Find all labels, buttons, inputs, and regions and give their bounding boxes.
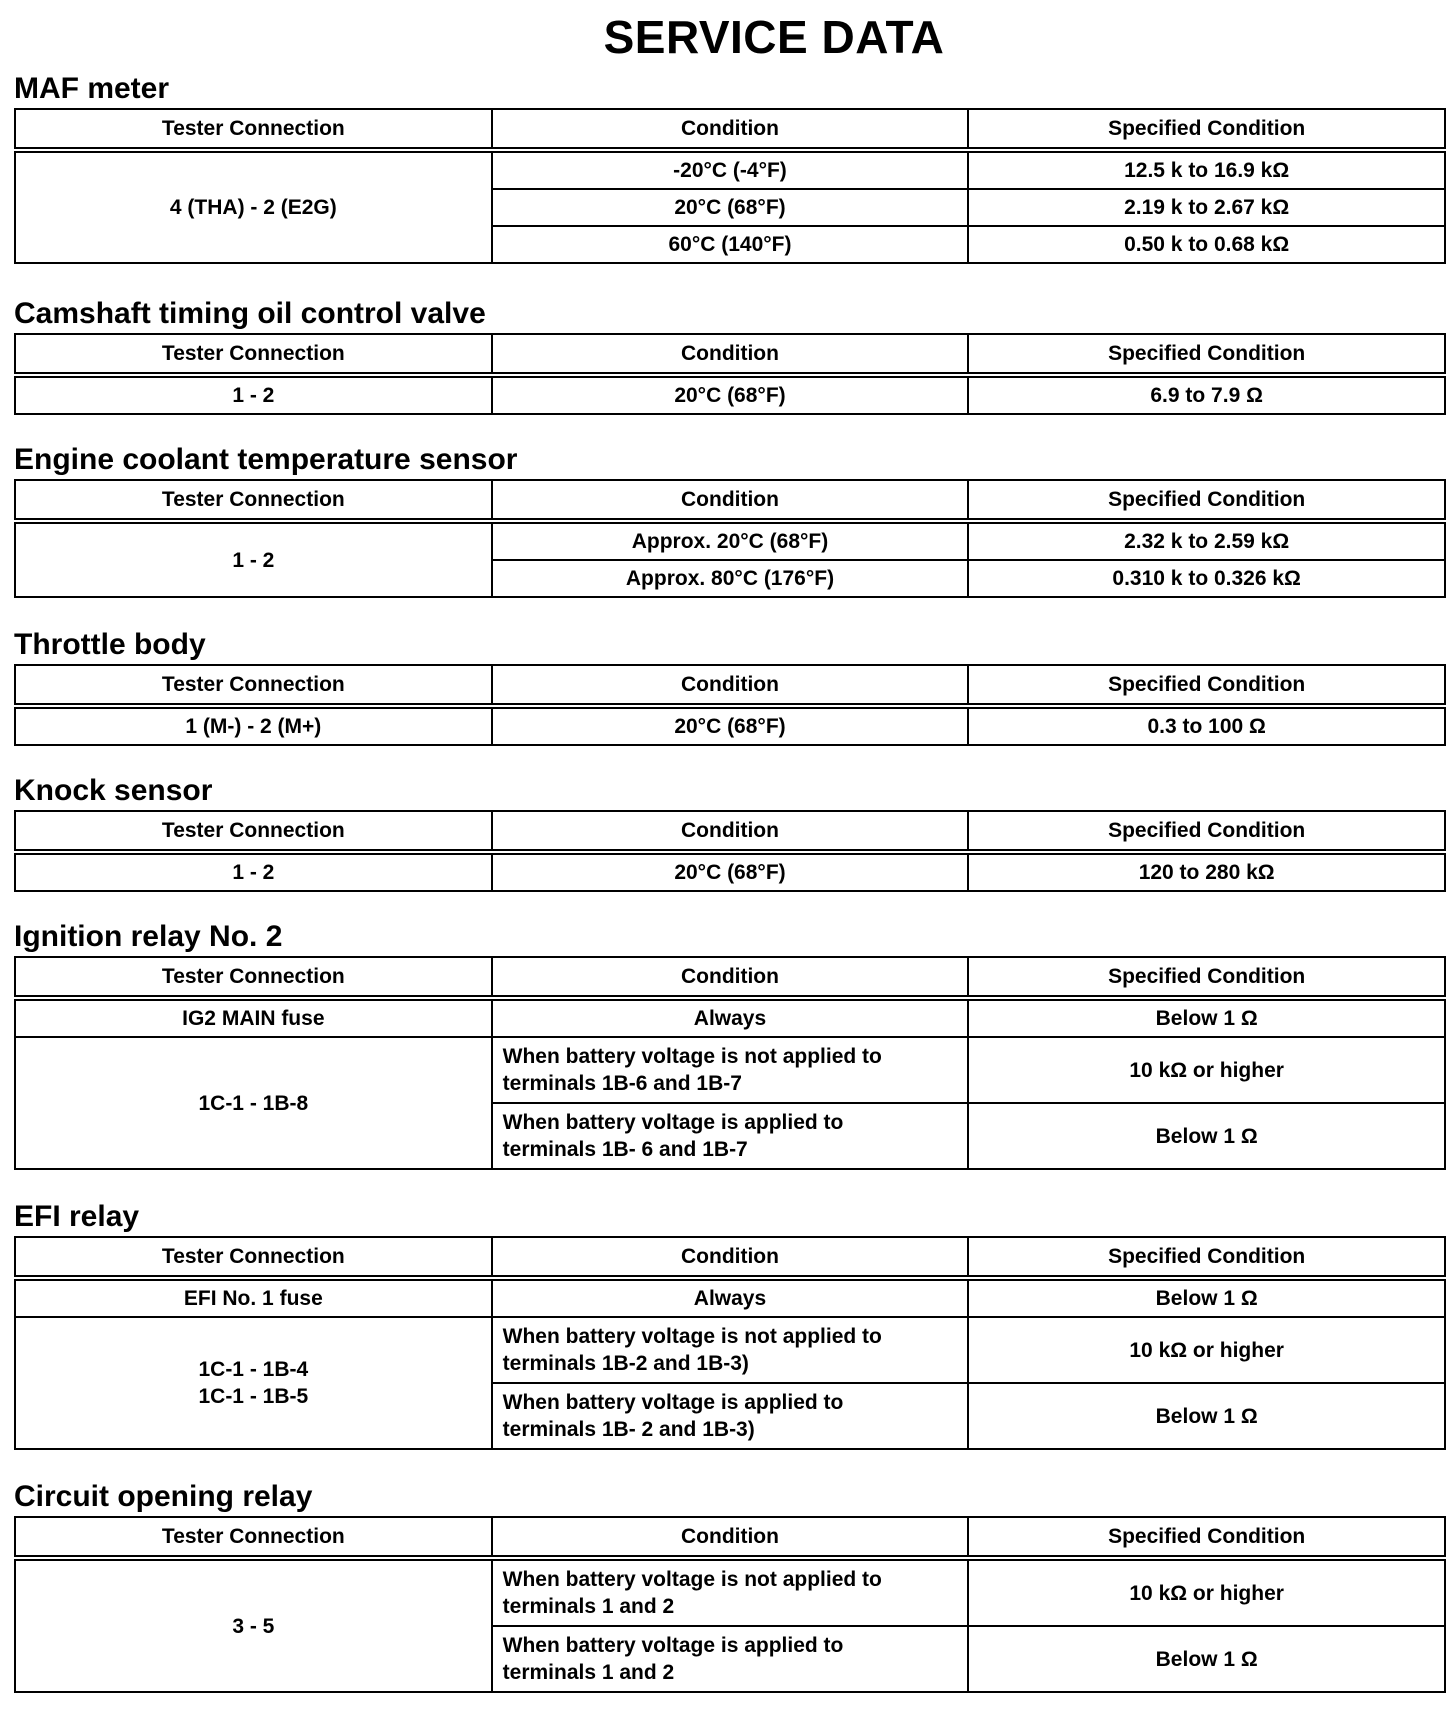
condition-cell (492, 1383, 969, 1449)
specified-cell: Below 1 Ω (968, 1278, 1445, 1317)
header-tester-connection: Tester Connection (15, 957, 492, 998)
section-heading: EFI relay (14, 1200, 140, 1233)
specified-cell: Below 1 Ω (968, 1103, 1445, 1169)
spec-table (14, 333, 1446, 415)
header-tester-connection: Tester Connection (15, 1237, 492, 1278)
condition-line-1: When battery voltage is applied to (502, 1111, 844, 1134)
condition-line-1: When battery voltage is not applied to (502, 1325, 882, 1348)
table-row (15, 150, 1445, 189)
table-row (15, 998, 1445, 1037)
tester-connection-cell: 1 (M-) - 2 (M+) (15, 706, 492, 745)
section-maf-meter (14, 70, 1446, 264)
header-condition: Condition (492, 480, 969, 521)
condition-cell (492, 1037, 969, 1103)
header-tester-connection: Tester Connection (15, 109, 492, 150)
condition-cell: Always (492, 1278, 969, 1317)
header-row (15, 665, 1445, 706)
section-heading: Circuit opening relay (14, 1480, 313, 1513)
spec-table (14, 479, 1446, 598)
table-row (15, 1278, 1445, 1317)
condition-line-1: When battery voltage is applied to (502, 1391, 844, 1414)
header-row (15, 811, 1445, 852)
header-row (15, 480, 1445, 521)
tester-connection-cell: IG2 MAIN fuse (15, 998, 492, 1037)
condition-cell: Always (492, 998, 969, 1037)
specified-cell: 120 to 280 kΩ (968, 852, 1445, 891)
condition-cell: Approx. 20°C (68°F) (492, 521, 969, 560)
specified-cell: 10 kΩ or higher (968, 1558, 1445, 1626)
condition-line-1: When battery voltage is not applied to (502, 1568, 882, 1591)
specified-cell: Below 1 Ω (968, 998, 1445, 1037)
condition-line-2: terminals 1 and 2 (502, 1595, 675, 1618)
condition-cell: 20°C (68°F) (492, 189, 969, 226)
condition-cell: 60°C (140°F) (492, 226, 969, 263)
tester-connection-cell: 1 - 2 (15, 852, 492, 891)
condition-cell: -20°C (-4°F) (492, 150, 969, 189)
tester-connection-cell (15, 1317, 492, 1449)
spec-table (14, 1516, 1446, 1693)
condition-cell (492, 1317, 969, 1383)
header-specified-condition: Specified Condition (968, 109, 1445, 150)
specified-cell: 10 kΩ or higher (968, 1317, 1445, 1383)
spec-table (14, 108, 1446, 264)
header-tester-connection: Tester Connection (15, 334, 492, 375)
section-heading: MAF meter (14, 72, 170, 105)
tester-connection-cell: EFI No. 1 fuse (15, 1278, 492, 1317)
specified-cell: 12.5 k to 16.9 kΩ (968, 150, 1445, 189)
header-row (15, 957, 1445, 998)
table-row (15, 375, 1445, 414)
section-efi-relay (14, 1198, 1446, 1450)
table-row (15, 706, 1445, 745)
page-title: SERVICE DATA (603, 11, 945, 63)
section-heading: Camshaft timing oil control valve (14, 297, 486, 330)
header-tester-connection: Tester Connection (15, 811, 492, 852)
section-heading: Knock sensor (14, 774, 213, 807)
tester-connection-cell: 1 - 2 (15, 375, 492, 414)
specified-cell: 6.9 to 7.9 Ω (968, 375, 1445, 414)
specified-cell: Below 1 Ω (968, 1626, 1445, 1692)
header-specified-condition: Specified Condition (968, 665, 1445, 706)
header-condition: Condition (492, 665, 969, 706)
specified-cell: 2.19 k to 2.67 kΩ (968, 189, 1445, 226)
header-specified-condition: Specified Condition (968, 480, 1445, 521)
spec-table (14, 956, 1446, 1170)
specified-cell: 2.32 k to 2.59 kΩ (968, 521, 1445, 560)
header-tester-connection: Tester Connection (15, 480, 492, 521)
spec-table (14, 810, 1446, 892)
specified-cell: 0.50 k to 0.68 kΩ (968, 226, 1445, 263)
condition-line-2: terminals 1 and 2 (502, 1661, 675, 1684)
table-row (15, 521, 1445, 560)
condition-line-2: terminals 1B- 2 and 1B-3) (502, 1418, 755, 1441)
tester-connection-cell: 1C-1 - 1B-8 (15, 1037, 492, 1169)
table-row (15, 1037, 1445, 1103)
header-specified-condition: Specified Condition (968, 957, 1445, 998)
condition-line-2: terminals 1B-6 and 1B-7 (502, 1072, 742, 1095)
header-row (15, 334, 1445, 375)
section-heading: Throttle body (14, 628, 206, 661)
section-knock-sensor (14, 772, 1446, 892)
section-ect-sensor (14, 441, 1446, 598)
section-throttle-body (14, 626, 1446, 746)
condition-line-2: terminals 1B- 6 and 1B-7 (502, 1138, 748, 1161)
table-row (15, 1317, 1445, 1383)
section-heading: Engine coolant temperature sensor (14, 443, 518, 476)
tester-connection-cell: 3 - 5 (15, 1558, 492, 1692)
header-row (15, 109, 1445, 150)
condition-cell: Approx. 80°C (176°F) (492, 560, 969, 597)
tester-connection-cell: 4 (THA) - 2 (E2G) (15, 150, 492, 263)
header-condition: Condition (492, 334, 969, 375)
condition-cell: 20°C (68°F) (492, 706, 969, 745)
tester-line-1: 1C-1 - 1B-4 (198, 1358, 309, 1381)
condition-cell: 20°C (68°F) (492, 375, 969, 414)
spec-table (14, 664, 1446, 746)
tester-connection-cell: 1 - 2 (15, 521, 492, 597)
header-condition: Condition (492, 811, 969, 852)
section-circuit-opening-relay (14, 1478, 1446, 1693)
condition-line-2: terminals 1B-2 and 1B-3) (502, 1352, 749, 1375)
specified-cell: 10 kΩ or higher (968, 1037, 1445, 1103)
header-row (15, 1517, 1445, 1558)
section-camshaft-ocv (14, 295, 1446, 415)
header-specified-condition: Specified Condition (968, 1237, 1445, 1278)
condition-line-1: When battery voltage is applied to (502, 1634, 844, 1657)
header-row (15, 1237, 1445, 1278)
condition-line-1: When battery voltage is not applied to (502, 1045, 882, 1068)
header-condition: Condition (492, 1237, 969, 1278)
header-specified-condition: Specified Condition (968, 1517, 1445, 1558)
condition-cell: 20°C (68°F) (492, 852, 969, 891)
condition-cell (492, 1103, 969, 1169)
header-condition: Condition (492, 109, 969, 150)
table-row (15, 1558, 1445, 1626)
header-condition: Condition (492, 1517, 969, 1558)
header-specified-condition: Specified Condition (968, 811, 1445, 852)
section-heading: Ignition relay No. 2 (14, 920, 283, 953)
condition-cell (492, 1558, 969, 1626)
table-row (15, 852, 1445, 891)
header-specified-condition: Specified Condition (968, 334, 1445, 375)
specified-cell: 0.310 k to 0.326 kΩ (968, 560, 1445, 597)
condition-cell (492, 1626, 969, 1692)
section-ignition-relay-2 (14, 918, 1446, 1170)
header-condition: Condition (492, 957, 969, 998)
specified-cell: 0.3 to 100 Ω (968, 706, 1445, 745)
header-tester-connection: Tester Connection (15, 665, 492, 706)
tester-line-2: 1C-1 - 1B-5 (198, 1385, 309, 1408)
specified-cell: Below 1 Ω (968, 1383, 1445, 1449)
header-tester-connection: Tester Connection (15, 1517, 492, 1558)
spec-table (14, 1236, 1446, 1450)
